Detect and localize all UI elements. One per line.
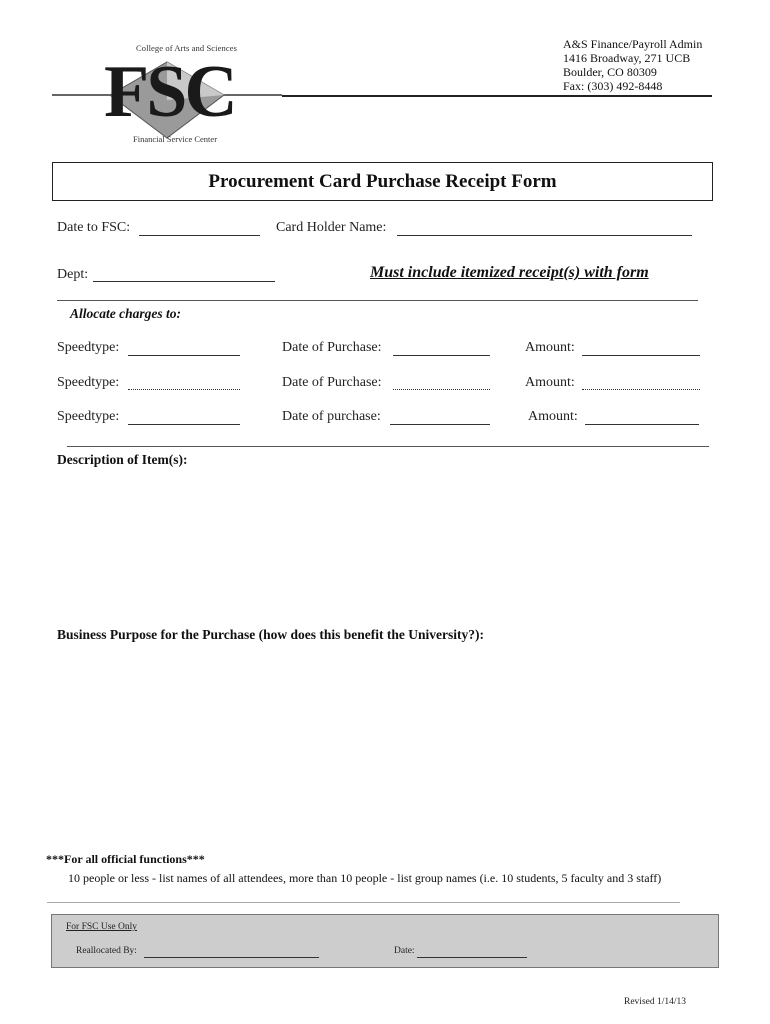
- date-of-purchase-field[interactable]: [393, 355, 490, 356]
- address-line-1: A&S Finance/Payroll Admin: [563, 37, 703, 51]
- revised-date: Revised 1/14/13: [624, 997, 687, 1007]
- speedtype-label: Speedtype:: [57, 340, 120, 355]
- section-divider: [67, 446, 709, 447]
- amount-field[interactable]: [582, 389, 700, 390]
- header-rule: [282, 95, 712, 97]
- card-holder-name-field[interactable]: [397, 235, 692, 236]
- official-functions-heading: ***For all official functions***: [46, 852, 205, 866]
- address-line-2: 1416 Broadway, 271 UCB: [563, 51, 691, 65]
- fsc-date-field[interactable]: [417, 957, 527, 958]
- date-to-fsc-label: Date to FSC:: [57, 220, 131, 235]
- date-of-purchase-label: Date of purchase:: [282, 409, 381, 424]
- allocate-charges-label: Allocate charges to:: [70, 306, 181, 321]
- address-line-3: Boulder, CO 80309: [563, 65, 657, 79]
- date-of-purchase-field[interactable]: [390, 424, 490, 425]
- section-divider: [47, 902, 680, 903]
- logo-top-text: College of Arts and Sciences: [136, 43, 237, 53]
- amount-label: Amount:: [525, 375, 575, 390]
- form-title: Procurement Card Purchase Receipt Form: [208, 171, 557, 192]
- official-functions-note: 10 people or less - list names of all attendees, more than 10 people - list group names (i.e. 10 students, 5 faculty and 3 staff): [68, 871, 662, 885]
- date-of-purchase-label: Date of Purchase:: [282, 340, 382, 355]
- speedtype-field[interactable]: [128, 424, 240, 425]
- reallocated-by-label: Reallocated By:: [76, 946, 137, 956]
- card-holder-name-label: Card Holder Name:: [276, 220, 387, 235]
- itemized-receipt-notice: Must include itemized receipt(s) with form: [370, 264, 649, 281]
- dept-field[interactable]: [93, 281, 275, 282]
- amount-field[interactable]: [585, 424, 699, 425]
- reallocated-by-field[interactable]: [144, 957, 319, 958]
- speedtype-field[interactable]: [128, 389, 240, 390]
- fsc-use-only-heading: For FSC Use Only: [66, 922, 137, 932]
- date-to-fsc-field[interactable]: [139, 235, 260, 236]
- amount-field[interactable]: [582, 355, 700, 356]
- amount-label: Amount:: [528, 409, 578, 424]
- amount-label: Amount:: [525, 340, 575, 355]
- description-label: Description of Item(s):: [57, 452, 188, 467]
- fsc-date-label: Date:: [394, 946, 415, 956]
- address-line-4: Fax: (303) 492-8448: [563, 79, 663, 93]
- title-box: [52, 162, 713, 201]
- logo-main-text: FSC: [104, 51, 235, 133]
- speedtype-field[interactable]: [128, 355, 240, 356]
- dept-label: Dept:: [57, 267, 89, 282]
- business-purpose-label: Business Purpose for the Purchase (how does this benefit the University?):: [57, 627, 484, 642]
- logo-bottom-text: Financial Service Center: [133, 134, 218, 144]
- description-area[interactable]: [57, 472, 707, 622]
- date-of-purchase-field[interactable]: [393, 389, 490, 390]
- date-of-purchase-label: Date of Purchase:: [282, 375, 382, 390]
- business-purpose-area[interactable]: [57, 648, 707, 843]
- speedtype-label: Speedtype:: [57, 375, 120, 390]
- fsc-use-only-box: [51, 914, 719, 968]
- section-divider: [57, 300, 698, 301]
- speedtype-label: Speedtype:: [57, 409, 120, 424]
